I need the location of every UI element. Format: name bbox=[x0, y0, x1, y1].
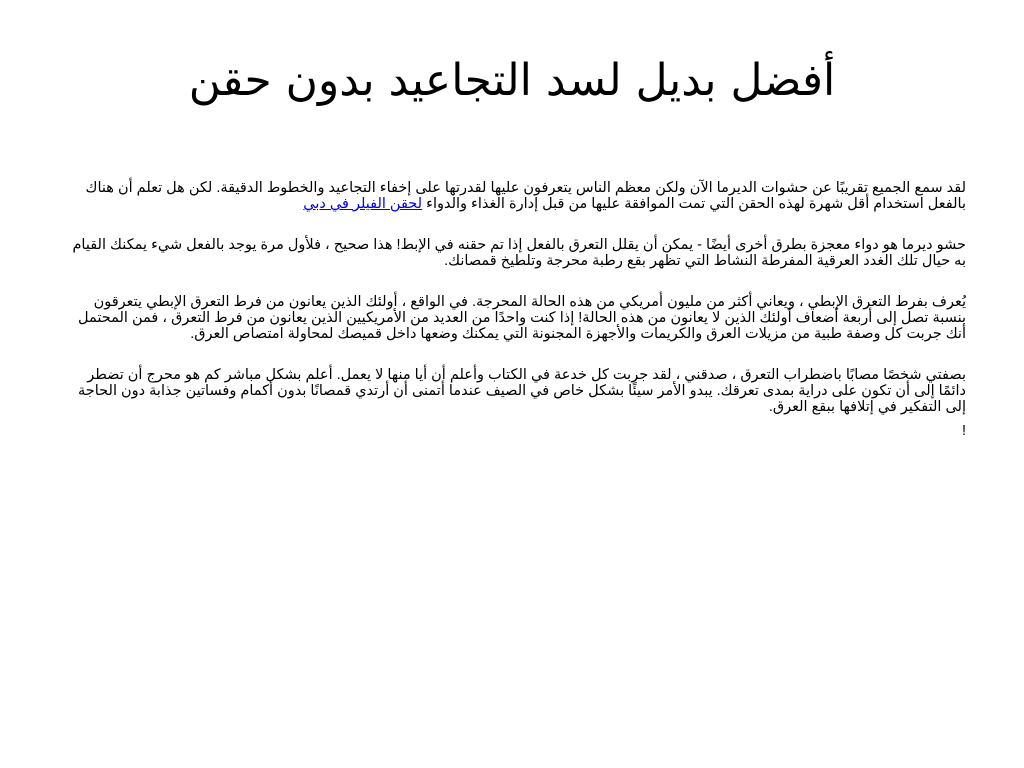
filler-dubai-link[interactable]: لحقن الفيلر في دبي bbox=[303, 196, 423, 212]
slide-title: أفضل بديل لسد التجاعيد بدون حقن bbox=[188, 55, 836, 106]
paragraph-intro bbox=[58, 180, 966, 212]
slide-content bbox=[58, 180, 966, 439]
paragraph-intro-text: لقد سمع الجميع تقريبًا عن حشوات الديرما الآن ولكن معظم الناس يتعرفون عليها لقدرتها على إخفاء التجاعيد والخطوط الدقيقة. لكن هل تعلم أن هناك بالفعل استخدام أقل شهرة لهذه الحقن التي تمت الموافقة عليها من قبل إدارة الغذاء والدواء bbox=[85, 180, 966, 212]
paragraph-personal-experience: بصفتي شخصًا مصابًا باضطراب التعرق ، صدقني ، لقد جربت كل خدعة في الكتاب وأعلم أن أيا منها لا يعمل. أعلم بشكل مباشر كم هو محرج أن تضطر دائمًا إلى أن تكون على دراية بمدى تعرقك. يبدو الأمر سيئًا بشكل خاص في الصيف عندما أتمنى أن أرتدي قمصانًا بدون أكمام وفساتين جذابة دون الحاجة إلى التفكير في إتلافها ببقع العرق. bbox=[78, 367, 966, 415]
paragraph-dermal-filler: حشو ديرما هو دواء معجزة بطرق أخرى أيضًا - يمكن أن يقلل التعرق بالفعل إذا تم حقنه في الإبط! هذا صحيح ، فلأول مرة يوجد بالفعل شيء يمكنك القيام به حيال تلك الغدد العرقية المفرطة النشاط التي تظهر بقع رطبة محرجة وتلطيخ قمصانك. bbox=[72, 237, 966, 269]
paragraph-hyperhidrosis: يُعرف بفرط التعرق الإبطي ، ويعاني أكثر من مليون أمريكي من هذه الحالة المحرجة. في الواقع ، أولئك الذين يعانون من فرط التعرق الإبطي يتعرقون بنسبة تصل إلى أربعة أضعاف أولئك الذين لا يعانون من هذه الحالة! إذا كنت واحدًا من العديد من الأمريكيين الذين يعانون من فرط التعرق ، فمن المحتمل أنك جربت كل وصفة طبية من مزيلات العرق والكريمات والأجهزة المجنونة التي يمكنك وضعها داخل قميصك لمحاولة امتصاص العرق. bbox=[78, 294, 966, 342]
closing-exclamation: ! bbox=[961, 423, 966, 439]
